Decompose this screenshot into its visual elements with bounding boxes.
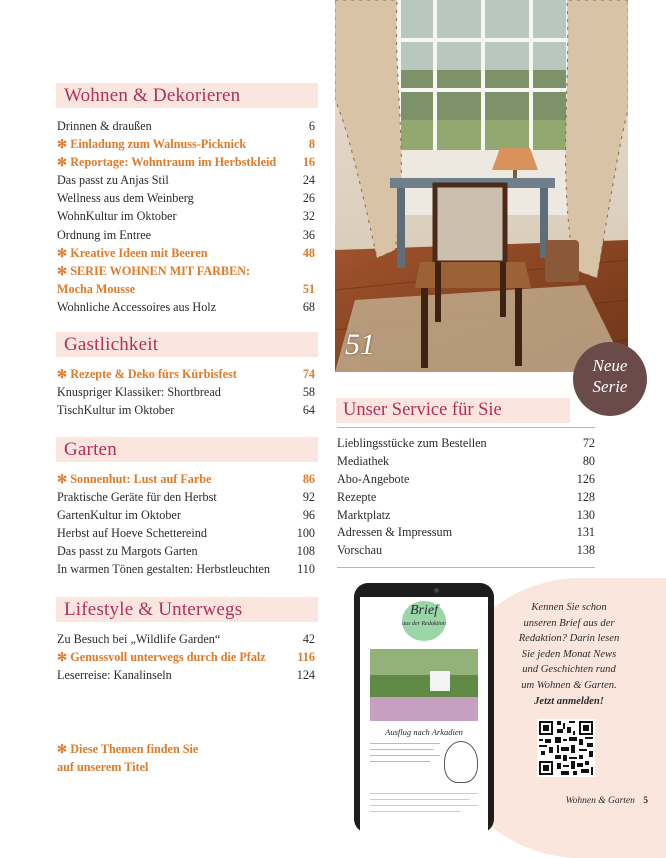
toc-entry[interactable]: [337, 507, 595, 525]
toc-entry-title: ✻ Kreative Ideen mit Beeren: [57, 245, 208, 260]
toc-list-gastlichkeit: [57, 365, 315, 419]
toc-entry-page: 8: [308, 137, 315, 152]
toc-entry[interactable]: [57, 488, 315, 506]
article-title: Ausflug nach Arkadien: [385, 727, 463, 737]
toc-entry[interactable]: [57, 560, 315, 578]
section-header-gastlichkeit: [56, 332, 318, 357]
section-title: Lifestyle & Unterwegs: [64, 599, 243, 620]
camera-icon: [434, 588, 439, 593]
toc-entry-title: Vorschau: [337, 543, 383, 558]
toc-entry[interactable]: [57, 207, 315, 225]
section-header-service: [336, 398, 570, 423]
section-title: Unser Service für Sie: [343, 400, 502, 420]
toc-entry-page: 58: [302, 385, 315, 400]
toc-entry[interactable]: [337, 471, 595, 489]
toc-entry-title: ✻ Genussvoll unterwegs durch die Pfalz: [57, 650, 266, 665]
toc-entry[interactable]: [57, 298, 315, 316]
toc-entry-page: 26: [302, 191, 315, 206]
title-topics-note: [57, 740, 198, 776]
toc-entry-title: Ordnung im Entree: [57, 227, 152, 242]
toc-entry-page: 32: [302, 209, 315, 224]
promo-line: und Geschichten rund: [522, 664, 616, 676]
interior-photo: [335, 0, 628, 372]
toc-entry[interactable]: [57, 262, 315, 280]
photo-page-number: 51: [345, 328, 375, 361]
toc-entry[interactable]: [337, 542, 595, 560]
toc-entry-page: 86: [302, 472, 315, 486]
toc-entry[interactable]: [57, 648, 315, 666]
promo-line: unseren Brief aus der: [523, 617, 615, 629]
qr-code-icon: [537, 719, 595, 777]
phone-screen: [360, 597, 488, 833]
toc-entry-page: 68: [302, 299, 315, 314]
toc-entry-title: TischKultur im Oktober: [57, 403, 175, 418]
toc-entry-page: 24: [302, 173, 315, 188]
toc-entry-title: WohnKultur im Oktober: [57, 209, 177, 224]
toc-entry-title: Praktische Geräte für den Herbst: [57, 490, 217, 505]
section-header-lifestyle: [56, 597, 318, 622]
toc-entry-title: Mocha Mousse: [57, 281, 136, 296]
toc-entry-title: Mediathek: [337, 453, 390, 468]
toc-entry-page: 100: [296, 526, 315, 541]
toc-entry-page: 64: [302, 403, 315, 418]
toc-entry-page: 72: [582, 436, 595, 450]
toc-entry-title: Rezepte: [337, 489, 377, 504]
toc-entry[interactable]: [57, 365, 315, 383]
toc-entry-page: 74: [302, 367, 315, 381]
toc-entry[interactable]: [57, 135, 315, 153]
magazine-name: Wohnen & Garten: [565, 796, 635, 806]
toc-entry-title: Leserreise: Kanalinseln: [57, 668, 172, 683]
section-header-garten: [56, 437, 318, 462]
toc-entry[interactable]: [57, 189, 315, 207]
qr-code[interactable]: [537, 719, 595, 777]
toc-entry-title: In warmen Tönen gestalten: Herbstleuchten: [57, 562, 270, 577]
toc-entry-title: Adressen & Impressum: [337, 525, 453, 540]
toc-entry[interactable]: [57, 226, 315, 244]
toc-entry-title: ✻ Sonnenhut: Lust auf Farbe: [57, 472, 212, 486]
toc-entry-title: Das passt zu Anjas Stil: [57, 173, 169, 188]
toc-entry[interactable]: [337, 453, 595, 471]
toc-entry[interactable]: [57, 666, 315, 684]
badge-line1: Neue: [592, 356, 628, 375]
toc-entry-title: Lieblingsstücke zum Bestellen: [337, 436, 487, 450]
toc-entry-title: Herbst auf Hoeve Schettereind: [57, 526, 207, 541]
toc-entry[interactable]: [57, 280, 315, 298]
toc-entry[interactable]: [57, 153, 315, 171]
author-sketch-icon: [444, 741, 478, 783]
section-title: Gastlichkeit: [64, 334, 159, 355]
toc-entry[interactable]: [57, 244, 315, 262]
toc-entry[interactable]: [57, 171, 315, 189]
toc-entry-title: ✻ SERIE WOHNEN MIT FARBEN:: [57, 263, 251, 278]
toc-entry[interactable]: [57, 401, 315, 419]
toc-list-wohnen: [57, 117, 315, 316]
service-list: [337, 435, 595, 560]
section-title: Garten: [64, 439, 117, 460]
toc-entry-title: Marktplatz: [337, 507, 391, 522]
toc-entry-page: 51: [302, 281, 315, 296]
toc-entry-page: 92: [302, 490, 315, 505]
toc-entry[interactable]: [337, 435, 595, 453]
toc-entry-page: 128: [576, 489, 595, 504]
page-folio: [566, 796, 648, 806]
page-number: 5: [643, 796, 648, 806]
toc-entry[interactable]: [57, 383, 315, 401]
toc-entry-page: 124: [296, 668, 315, 683]
toc-entry-page: 126: [576, 471, 595, 486]
brief-subtitle: aus der Redaktion: [402, 621, 446, 627]
toc-entry-page: 131: [576, 525, 595, 540]
toc-entry[interactable]: [57, 470, 315, 488]
footnote-line: auf unserem Titel: [57, 760, 149, 774]
newsletter-promo: [510, 600, 628, 709]
toc-entry[interactable]: [57, 117, 315, 135]
section-header-wohnen: [56, 83, 318, 108]
toc-entry-title: Wellness aus dem Weinberg: [57, 191, 194, 206]
brief-title: Brief: [410, 603, 438, 618]
toc-list-lifestyle: [57, 630, 315, 684]
interior-illustration: [335, 0, 628, 372]
toc-entry[interactable]: [337, 489, 595, 507]
toc-entry-page: 48: [302, 245, 315, 260]
promo-line: Kennen Sie schon: [531, 602, 607, 613]
toc-entry[interactable]: [57, 542, 315, 560]
toc-list-garten: [57, 470, 315, 579]
toc-entry-title: Das passt zu Margots Garten: [57, 544, 198, 559]
garden-photo: [370, 649, 478, 721]
footnote-line: ✻ Diese Themen finden Sie: [57, 742, 199, 756]
toc-entry[interactable]: [57, 630, 315, 648]
toc-entry-page: 42: [302, 632, 315, 646]
section-title: Wohnen & Dekorieren: [64, 85, 241, 106]
toc-entry-title: Wohnliche Accessoires aus Holz: [57, 299, 217, 314]
toc-entry-title: ✻ Rezepte & Deko fürs Kürbisfest: [57, 367, 237, 381]
toc-entry-title: Drinnen & draußen: [57, 119, 152, 133]
toc-entry[interactable]: [337, 524, 595, 542]
toc-entry-title: Zu Besuch bei „Wildlife Garden“: [57, 632, 221, 646]
toc-entry-page: 110: [297, 562, 315, 577]
toc-entry-page: 138: [576, 543, 595, 558]
divider: [337, 567, 595, 568]
badge-line2: Serie: [592, 377, 628, 396]
toc-entry-page: 6: [308, 119, 315, 133]
toc-entry-page: 96: [302, 508, 315, 523]
divider: [337, 427, 595, 428]
toc-entry-title: ✻ Einladung zum Walnuss-Picknick: [57, 137, 247, 152]
new-series-badge: [573, 342, 647, 416]
toc-entry[interactable]: [57, 506, 315, 524]
toc-entry-page: 130: [576, 507, 595, 522]
toc-entry-page: 80: [582, 453, 595, 468]
toc-entry-page: 36: [302, 227, 315, 242]
toc-entry-title: GartenKultur im Oktober: [57, 508, 181, 523]
phone-mockup: [354, 583, 494, 833]
toc-entry-title: ✻ Reportage: Wohntraum im Herbstkleid: [57, 155, 277, 170]
promo-line: um Wohnen & Garten.: [521, 679, 617, 691]
toc-entry-title: Abo-Angebote: [337, 471, 410, 486]
toc-entry-page: 116: [297, 650, 315, 665]
toc-entry[interactable]: [57, 524, 315, 542]
toc-entry-page: 108: [296, 544, 315, 559]
toc-entry-page: 16: [302, 155, 315, 170]
toc-entry-title: Knuspriger Klassiker: Shortbread: [57, 385, 221, 400]
promo-cta[interactable]: Jetzt anmelden!: [534, 695, 604, 707]
promo-line: Sie jeden Monat News: [521, 648, 617, 660]
promo-line: Redaktion? Darin lesen: [518, 633, 620, 645]
